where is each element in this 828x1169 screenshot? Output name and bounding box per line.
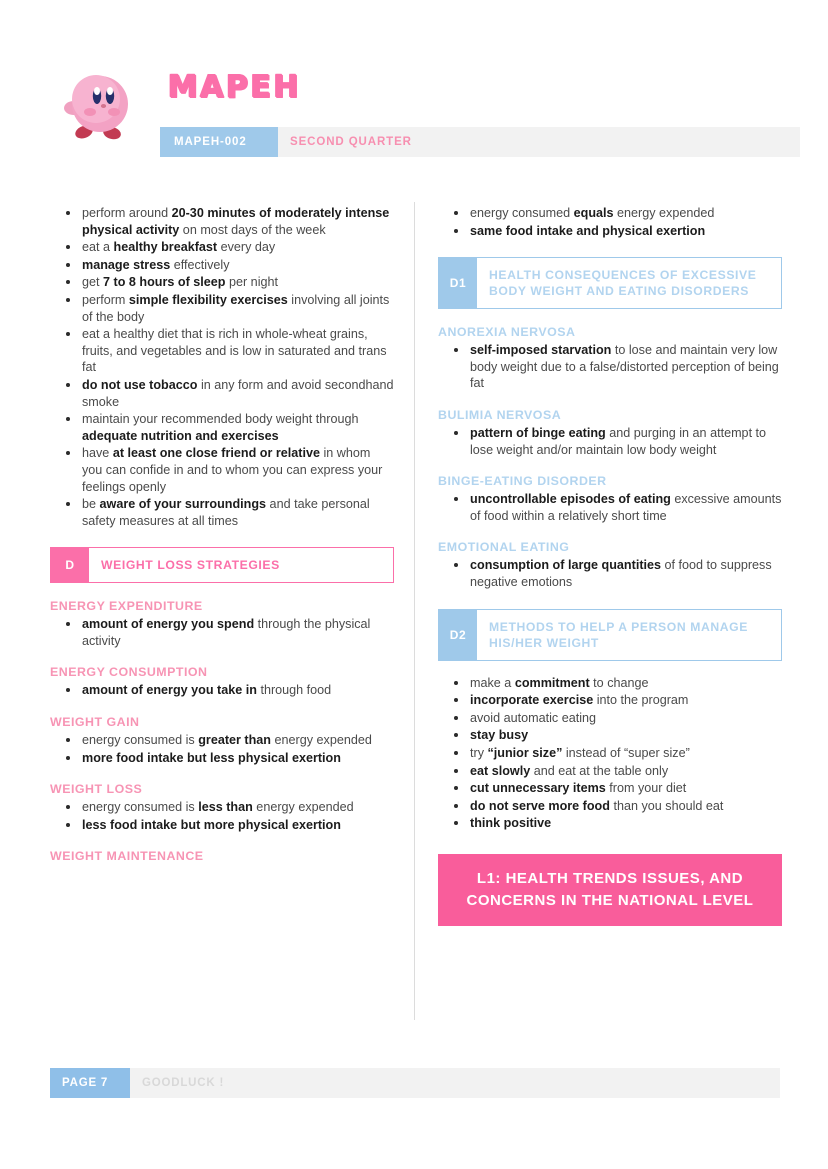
course-code-badge: MAPEH-002	[160, 127, 278, 157]
list-item: maintain your recommended body weight through adequate nutrition and exercises	[50, 411, 394, 444]
list-item: get 7 to 8 hours of sleep per night	[50, 274, 394, 291]
section-list	[50, 732, 394, 766]
list-item: consumption of large quantities of food to suppress negative emotions	[438, 557, 782, 590]
list-item: amount of energy you spend through the physical activity	[50, 616, 394, 649]
page-footer	[50, 1068, 780, 1098]
section-heading: WEIGHT MAINTENANCE	[50, 849, 204, 864]
section-tag-d2: D2	[439, 610, 477, 660]
section-title-d: WEIGHT LOSS STRATEGIES	[89, 548, 393, 582]
list-item: energy consumed equals energy expended	[438, 205, 782, 222]
kirby-icon	[60, 68, 136, 144]
list-item: more food intake but less physical exertion	[50, 750, 394, 767]
content-section	[438, 325, 782, 392]
list-item: avoid automatic eating	[438, 710, 782, 727]
page-title: MAPEH	[168, 70, 302, 105]
page-number-badge: PAGE 7	[50, 1068, 130, 1098]
list-item: amount of energy you take in through food	[50, 682, 394, 699]
weight-maintenance-list	[438, 205, 782, 239]
list-item: try “junior size” instead of “super size”	[438, 745, 782, 762]
list-item: stay busy	[438, 727, 782, 744]
section-title-d1: HEALTH CONSEQUENCES OF EXCESSIVE BODY WEIGHT AND EATING DISORDERS	[477, 258, 781, 308]
list-item: less food intake but more physical exertion	[50, 817, 394, 834]
section-tag-d: D	[51, 548, 89, 582]
content-section	[50, 715, 394, 766]
section-heading: ENERGY CONSUMPTION	[50, 665, 208, 680]
section-heading: BULIMIA NERVOSA	[438, 407, 562, 422]
list-item: eat a healthy diet that is rich in whole-wheat grains, fruits, and vegetables and is low in saturated and trans fat	[50, 326, 394, 376]
section-heading: WEIGHT LOSS	[50, 782, 143, 797]
section-tag-d1: D1	[439, 258, 477, 308]
list-item: uncontrollable episodes of eating excessive amounts of food within a relatively short time	[438, 491, 782, 524]
left-column	[50, 205, 394, 866]
section-title-d2: METHODS TO HELP A PERSON MANAGE HIS/HER WEIGHT	[477, 610, 781, 660]
section-heading: BINGE-EATING DISORDER	[438, 474, 607, 489]
list-item: have at least one close friend or relative in whom you can confide in and to whom you can express your feelings openly	[50, 445, 394, 495]
column-divider	[414, 202, 415, 1020]
page-header	[0, 60, 828, 170]
content-section	[50, 665, 394, 699]
section-list	[438, 425, 782, 458]
list-item: same food intake and physical exertion	[438, 223, 782, 240]
left-subsections	[50, 599, 394, 863]
list-item: make a commitment to change	[438, 675, 782, 692]
section-list	[438, 342, 782, 392]
list-item: self-imposed starvation to lose and maintain very low body weight due to a false/distorted perception of being fat	[438, 342, 782, 392]
section-list	[50, 616, 394, 649]
list-item: do not use tobacco in any form and avoid secondhand smoke	[50, 377, 394, 410]
section-list	[438, 491, 782, 524]
content-section	[438, 540, 782, 590]
content-section	[438, 474, 782, 524]
healthy-habits-list	[50, 205, 394, 529]
right-column	[438, 205, 782, 926]
list-item: think positive	[438, 815, 782, 832]
list-item: energy consumed is greater than energy expended	[50, 732, 394, 749]
weight-management-methods-list	[438, 675, 782, 832]
section-heading: EMOTIONAL EATING	[438, 540, 570, 555]
section-heading: ENERGY EXPENDITURE	[50, 599, 203, 614]
list-item: perform around 20-30 minutes of moderately intense physical activity on most days of the week	[50, 205, 394, 238]
content-section	[438, 408, 782, 458]
header-meta-bar	[160, 127, 800, 157]
section-heading: WEIGHT GAIN	[50, 715, 140, 730]
section-label-d1	[438, 257, 782, 309]
list-item: manage stress effectively	[50, 257, 394, 274]
list-item: perform simple flexibility exercises involving all joints of the body	[50, 292, 394, 325]
list-item: energy consumed is less than energy expended	[50, 799, 394, 816]
list-item: cut unnecessary items from your diet	[438, 780, 782, 797]
section-label-d	[50, 547, 394, 583]
list-item: pattern of binge eating and purging in an attempt to lose weight and/or maintain low body weight	[438, 425, 782, 458]
section-label-d2	[438, 609, 782, 661]
list-item: be aware of your surroundings and take personal safety measures at all times	[50, 496, 394, 529]
content-section	[50, 782, 394, 833]
eating-disorders-sections	[438, 325, 782, 590]
list-item: eat slowly and eat at the table only	[438, 763, 782, 780]
content-section	[50, 599, 394, 649]
list-item: do not serve more food than you should eat	[438, 798, 782, 815]
quarter-label: SECOND QUARTER	[290, 136, 412, 148]
content-section	[50, 849, 394, 863]
section-heading: ANOREXIA NERVOSA	[438, 325, 576, 340]
section-list	[50, 682, 394, 699]
section-list	[50, 799, 394, 833]
list-item: eat a healthy breakfast every day	[50, 239, 394, 256]
lesson-banner: L1: HEALTH TRENDS ISSUES, AND CONCERNS IN THE NATIONAL LEVEL	[438, 854, 782, 926]
section-list	[438, 557, 782, 590]
footer-note: GOODLUCK !	[142, 1077, 225, 1089]
list-item: incorporate exercise into the program	[438, 692, 782, 709]
